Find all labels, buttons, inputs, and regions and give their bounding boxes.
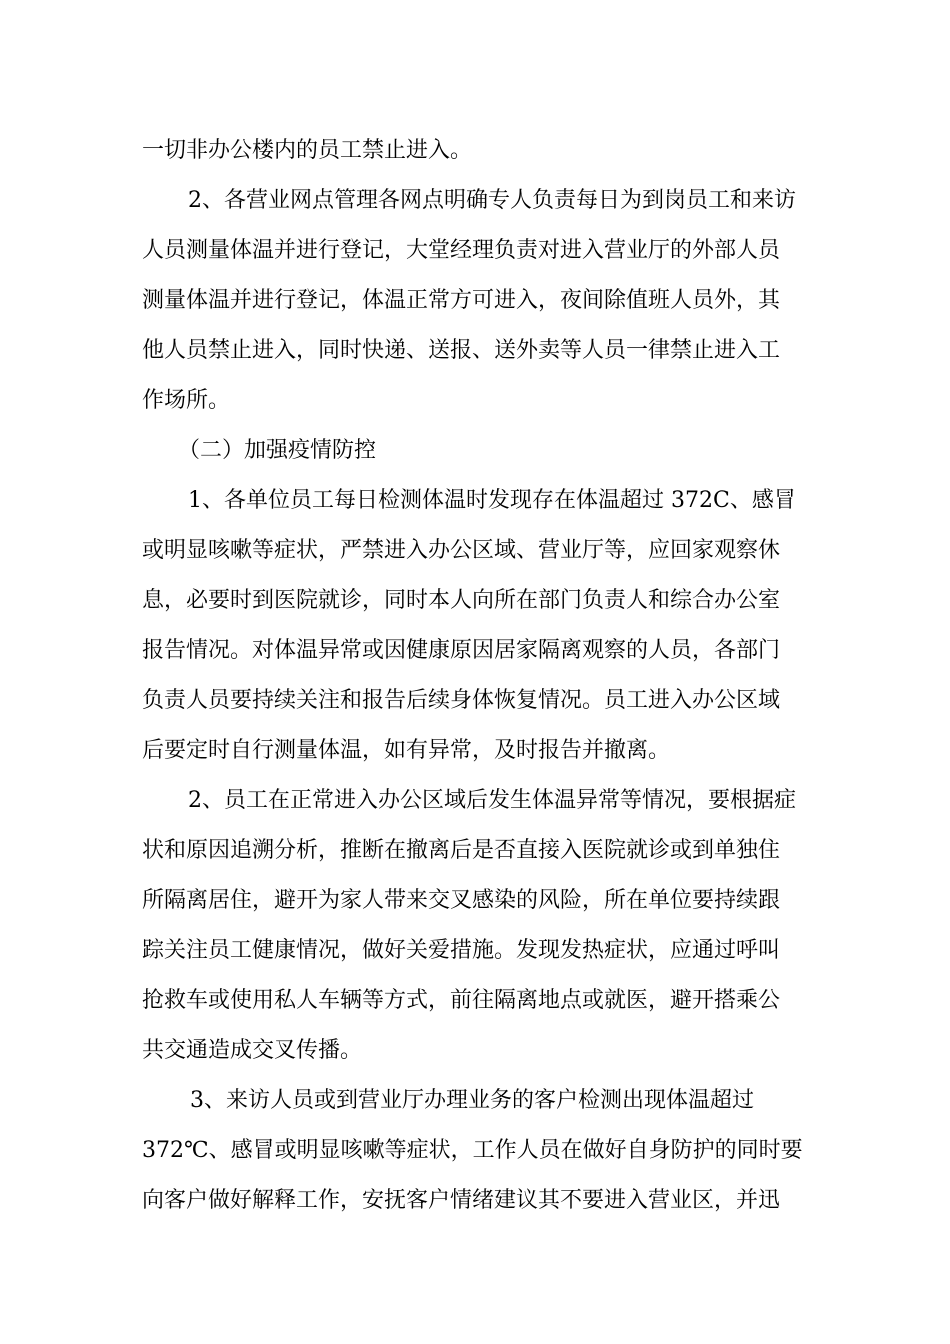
text-line: 状和原因追溯分析，推断在撤离后是否直接入医院就诊或到单独住 (142, 838, 781, 863)
text-line: 抢救车或使用私人车辆等方式，前往隔离地点或就医，避开搭乘公 (142, 988, 781, 1013)
text-line: 372℃、感冒或明显咳嗽等症状，工作人员在做好自身防护的同时要 (142, 1138, 803, 1163)
text-line: 一切非办公楼内的员工禁止进入。 (142, 138, 473, 163)
text-line: 向客户做好解释工作，安抚客户情绪建议其不要进入营业区，并迅 (142, 1188, 781, 1213)
text-line: 2、各营业网点管理各网点明确专人负责每日为到岗员工和来访 (188, 188, 796, 213)
text-line: 踪关注员工健康情况，做好关爱措施。发现发热症状，应通过呼叫 (142, 938, 781, 963)
text-line: 1、各单位员工每日检测体温时发现存在体温超过 372C、感冒 (188, 488, 796, 513)
text-line: 后要定时自行测量体温，如有异常，及时报告并撤离。 (142, 738, 671, 763)
section-heading: （二）加强疫情防控 (178, 438, 377, 463)
text-line: 他人员禁止进入，同时快递、送报、送外卖等人员一律禁止进入工 (142, 338, 781, 363)
text-line: 或明显咳嗽等症状，严禁进入办公区域、营业厅等，应回家观察休 (142, 538, 781, 563)
text-line: 测量体温并进行登记，体温正常方可进入，夜间除值班人员外，其 (142, 288, 781, 313)
text-line: 负责人员要持续关注和报告后续身体恢复情况。员工进入办公区域 (142, 688, 781, 713)
text-line: 人员测量体温并进行登记，大堂经理负责对进入营业厅的外部人员 (142, 238, 781, 263)
text-line: 报告情况。对体温异常或因健康原因居家隔离观察的人员，各部门 (142, 638, 781, 663)
text-line: 作场所。 (142, 388, 231, 413)
text-line: 息，必要时到医院就诊，同时本人向所在部门负责人和综合办公室 (142, 588, 781, 613)
text-line: 所隔离居住，避开为家人带来交叉感染的风险，所在单位要持续跟 (142, 888, 781, 913)
text-line: 共交通造成交叉传播。 (142, 1038, 363, 1063)
text-line: 2、员工在正常进入办公区域后发生体温异常等情况，要根据症 (188, 788, 796, 813)
text-line: 3、来访人员或到营业厅办理业务的客户检测出现体温超过 (190, 1088, 754, 1113)
